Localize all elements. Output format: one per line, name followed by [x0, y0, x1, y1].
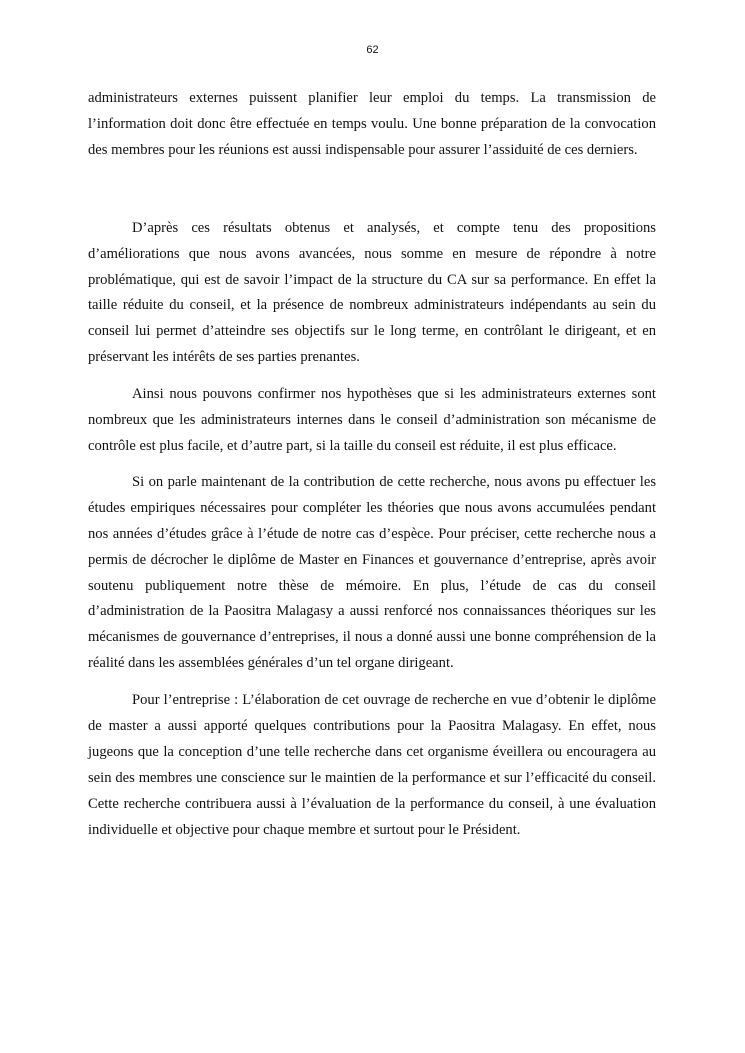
page-number: 62 [366, 44, 379, 56]
paragraph-3: Ainsi nous pouvons confirmer nos hypothèses que si les administrateurs externes sont nombreux que les administrateurs internes dans le conseil d’administration son mécanisme de contrôle est plus facile, et d’autre part, si la taille du conseil est réduite, il est plus efficace. [88, 386, 656, 454]
document-body [88, 86, 656, 844]
paragraph-1: administrateurs externes puissent planifier leur emploi du temps. La transmission de l’information doit donc être effectuée en temps voulu. Une bonne préparation de la convocation des membres pour les réunions est aussi indispensable pour assurer l’assiduité de ces derniers. [88, 90, 656, 158]
paragraph-2: D’après ces résultats obtenus et analysés, et compte tenu des propositions d’améliorations que nous avons avancées, nous somme en mesure de répondre à notre problématique, qui est de savoir l’impact de la structure du CA sur sa performance. En effet la taille réduite du conseil, et la présence de nombreux administrateurs indépendants au sein du conseil lui permet d’atteindre ses objectifs sur le long terme, en contrôlant le dirigeant, et en préservant les intérêts de ses parties prenantes. [88, 219, 656, 366]
paragraph-5: Pour l’entreprise : L’élaboration de cet ouvrage de recherche en vue d’obtenir le diplôme de master a aussi apporté quelques contributions pour la Paositra Malagasy. En effet, nous jugeons que la conception d’une telle recherche dans cet organisme éveillera ou encouragera au sein des membres une conscience sur le maintien de la performance et sur l’efficacité du conseil. Cette recherche contribuera aussi à l’évaluation de la performance du conseil, à une évaluation individuelle et objective pour chaque membre et surtout pour le Président. [88, 692, 656, 838]
paragraph-4: Si on parle maintenant de la contribution de cette recherche, nous avons pu effectuer les études empiriques nécessaires pour compléter les théories que nous avons accumulées pendant nos années d’études grâce à l’étude de notre cas d’espèce. Pour préciser, cette recherche nous a permis de décrocher le diplôme de Master en Finances et gouvernance d’entreprise, après avoir soutenu publiquement notre thèse de mémoire. En plus, l’étude de cas du conseil d’administration de la Paositra Malagasy a aussi renforcé nos connaissances théoriques sur les mécanismes de gouvernance d’entreprises, il nous a donné aussi une bonne compréhension de la réalité dans les assemblées générales d’un tel organe dirigeant. [88, 473, 656, 672]
